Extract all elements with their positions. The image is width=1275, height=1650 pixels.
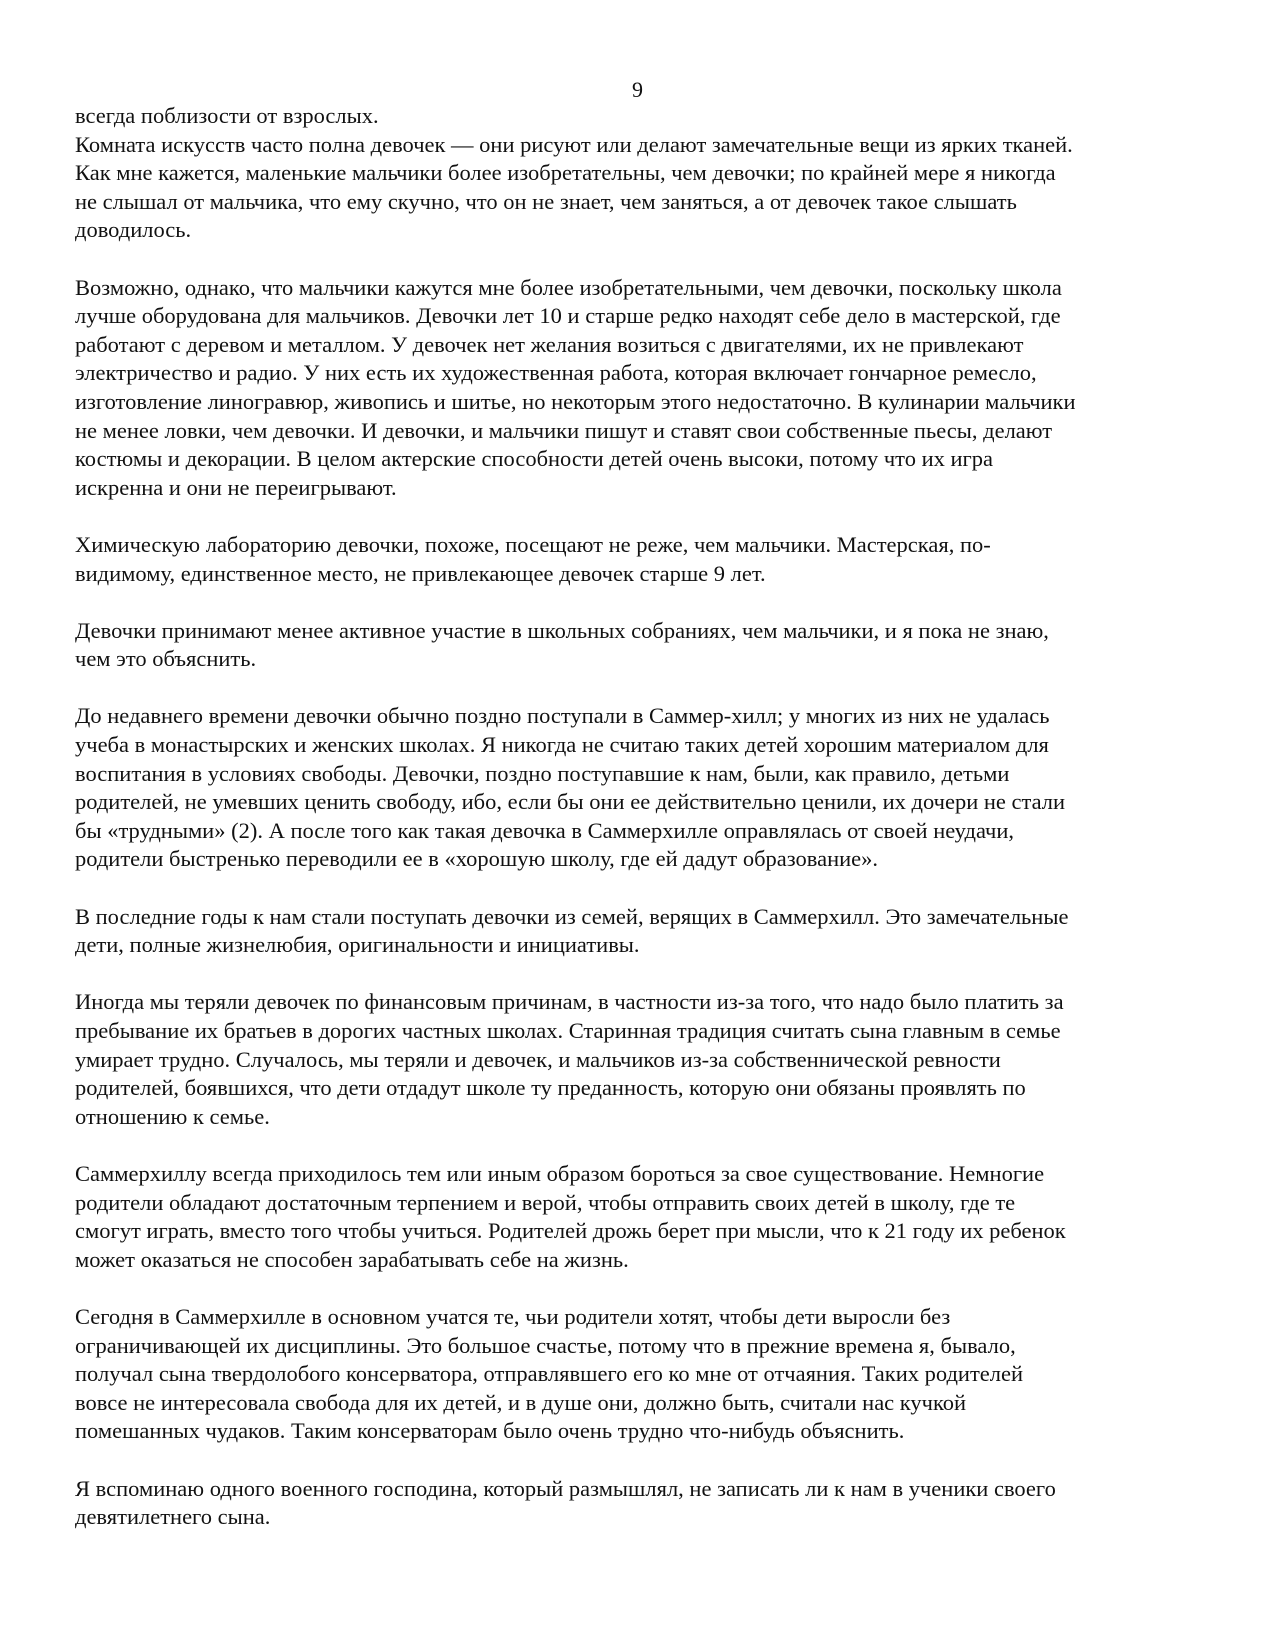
text-line: лучше оборудована для мальчиков. Девочки лет 10 и старше редко находят себе дело в мастерской, где [75,303,1061,329]
text-line: Химическую лабораторию девочки, похоже, посещают не реже, чем мальчики. Мастерская, по- [75,531,991,557]
paragraph [75,1475,1205,1532]
text-line: вовсе не интересовала свобода для их детей, и в душе они, должно быть, считали нас кучкой [75,1389,967,1415]
text-line: родителей, боявшихся, что дети отдадут школе ту преданность, которую они обязаны проявлять по [75,1075,1026,1101]
text-line: Иногда мы теряли девочек по финансовым причинам, в частности из-за того, что надо было платить за [75,989,1064,1015]
text-line: девятилетнего сына. [75,1504,271,1530]
text-line: не менее ловки, чем девочки. И девочки, и мальчики пишут и ставят свои собственные пьесы, делают [75,417,1053,443]
text-line: дети, полные жизнелюбия, оригинальности и инициативы. [75,932,640,958]
paragraph [75,903,1205,960]
text-line: получал сына твердолобого консерватора, отправлявшего его ко мне от отчаяния. Таких родителей [75,1361,1024,1387]
text-line: Как мне кажется, маленькие мальчики более изобретательны, чем девочки; по крайней мере я никогда [75,160,1056,186]
text-line: изготовление линогравюр, живопись и шитье, но некоторым этого недостаточно. В кулинарии мальчики [75,388,1076,414]
paragraph [75,274,1205,503]
paragraph [75,1160,1205,1274]
text-line: Саммерхиллу всегда приходилось тем или иным образом бороться за свое существование. Немногие [75,1160,1045,1186]
text-line: родители обладают достаточным терпением и верой, чтобы отправить своих детей в школу, где те [75,1189,1016,1215]
text-line: пребывание их братьев в дорогих частных школах. Старинная традиция считать сына главным в семье [75,1018,1061,1043]
text-line: электричество и радио. У них есть их художественная работа, которая включает гончарное ремесло, [75,360,1037,386]
text-line: родителей, не умевших ценить свободу, ибо, если бы они ее действительно ценили, их дочери не стали [75,789,1066,815]
text-line: искренна и они не переигрывают. [75,474,397,500]
page-number: 9 [632,77,643,102]
text-line: Сегодня в Саммерхилле в основном учатся те, чьи родители хотят, чтобы дети выросли без [75,1303,951,1329]
text-line: умирает трудно. Случалось, мы теряли и девочек, и мальчиков из-за собственнической ревности [75,1046,1001,1072]
text-line: Возможно, однако, что мальчики кажутся мне более изобретательными, чем девочки, поскольку школа [75,274,1062,300]
text-line: работают с деревом и металлом. У девочек нет желания возиться с двигателями, их не привлекают [75,331,1024,357]
text-line: родители быстренько переводили ее в «хорошую школу, где ей дадут образование». [75,846,879,872]
text-body [75,102,1205,1560]
text-line: Я вспоминаю одного военного господина, который размышлял, не записать ли к нам в ученики своего [75,1475,1056,1501]
text-line: До недавнего времени девочки обычно поздно поступали в Саммер-хилл; у многих из них не удалась [75,703,1050,729]
text-line: чем это объяснить. [75,646,257,672]
text-line: бы «трудными» (2). А после того как такая девочка в Саммерхилле оправлялась от своей неудачи, [75,817,1015,843]
text-line: отношению к семье. [75,1103,270,1129]
text-line: Девочки принимают менее активное участие в школьных собраниях, чем мальчики, и я пока не знаю, [75,617,1049,643]
text-line: видимому, единственное место, не привлекающее девочек старше 9 лет. [75,560,766,586]
text-line: не слышал от мальчика, что ему скучно, что он не знает, чем заняться, а от девочек такое слышать [75,188,1017,214]
text-line: Комната искусств часто полна девочек — они рисуют или делают замечательные вещи из ярких тканей. [75,131,1073,157]
paragraph [75,702,1205,874]
text-line: костюмы и декорации. В целом актерские способности детей очень высоки, потому что их игра [75,446,993,472]
paragraph [75,531,1205,588]
text-line: ограничивающей их дисциплины. Это большое счастье, потому что в прежние времена я, бывало, [75,1332,1016,1358]
paragraph [75,1303,1205,1446]
text-line: воспитания в условиях свободы. Девочки, поздно поступавшие к нам, были, как правило, детьми [75,760,1010,786]
paragraph [75,102,1205,245]
text-line: может оказаться не способен зарабатывать себе на жизнь. [75,1246,629,1272]
paragraph [75,617,1205,674]
paragraph [75,988,1205,1131]
text-line: помешанных чудаков. Таким консерваторам было очень трудно что-нибудь объяснить. [75,1418,905,1444]
text-line: учеба в монастырских и женских школах. Я никогда не считаю таких детей хорошим материалом для [75,732,1049,758]
text-line: всегда поблизости от взрослых. [75,103,379,128]
text-line: смогут играть, вместо того чтобы учиться. Родителей дрожь берет при мысли, что к 21 году их ребенок [75,1218,1066,1244]
text-line: доводилось. [75,217,192,243]
text-line: В последние годы к нам стали поступать девочки из семей, верящих в Саммерхилл. Это замечательные [75,903,1069,929]
